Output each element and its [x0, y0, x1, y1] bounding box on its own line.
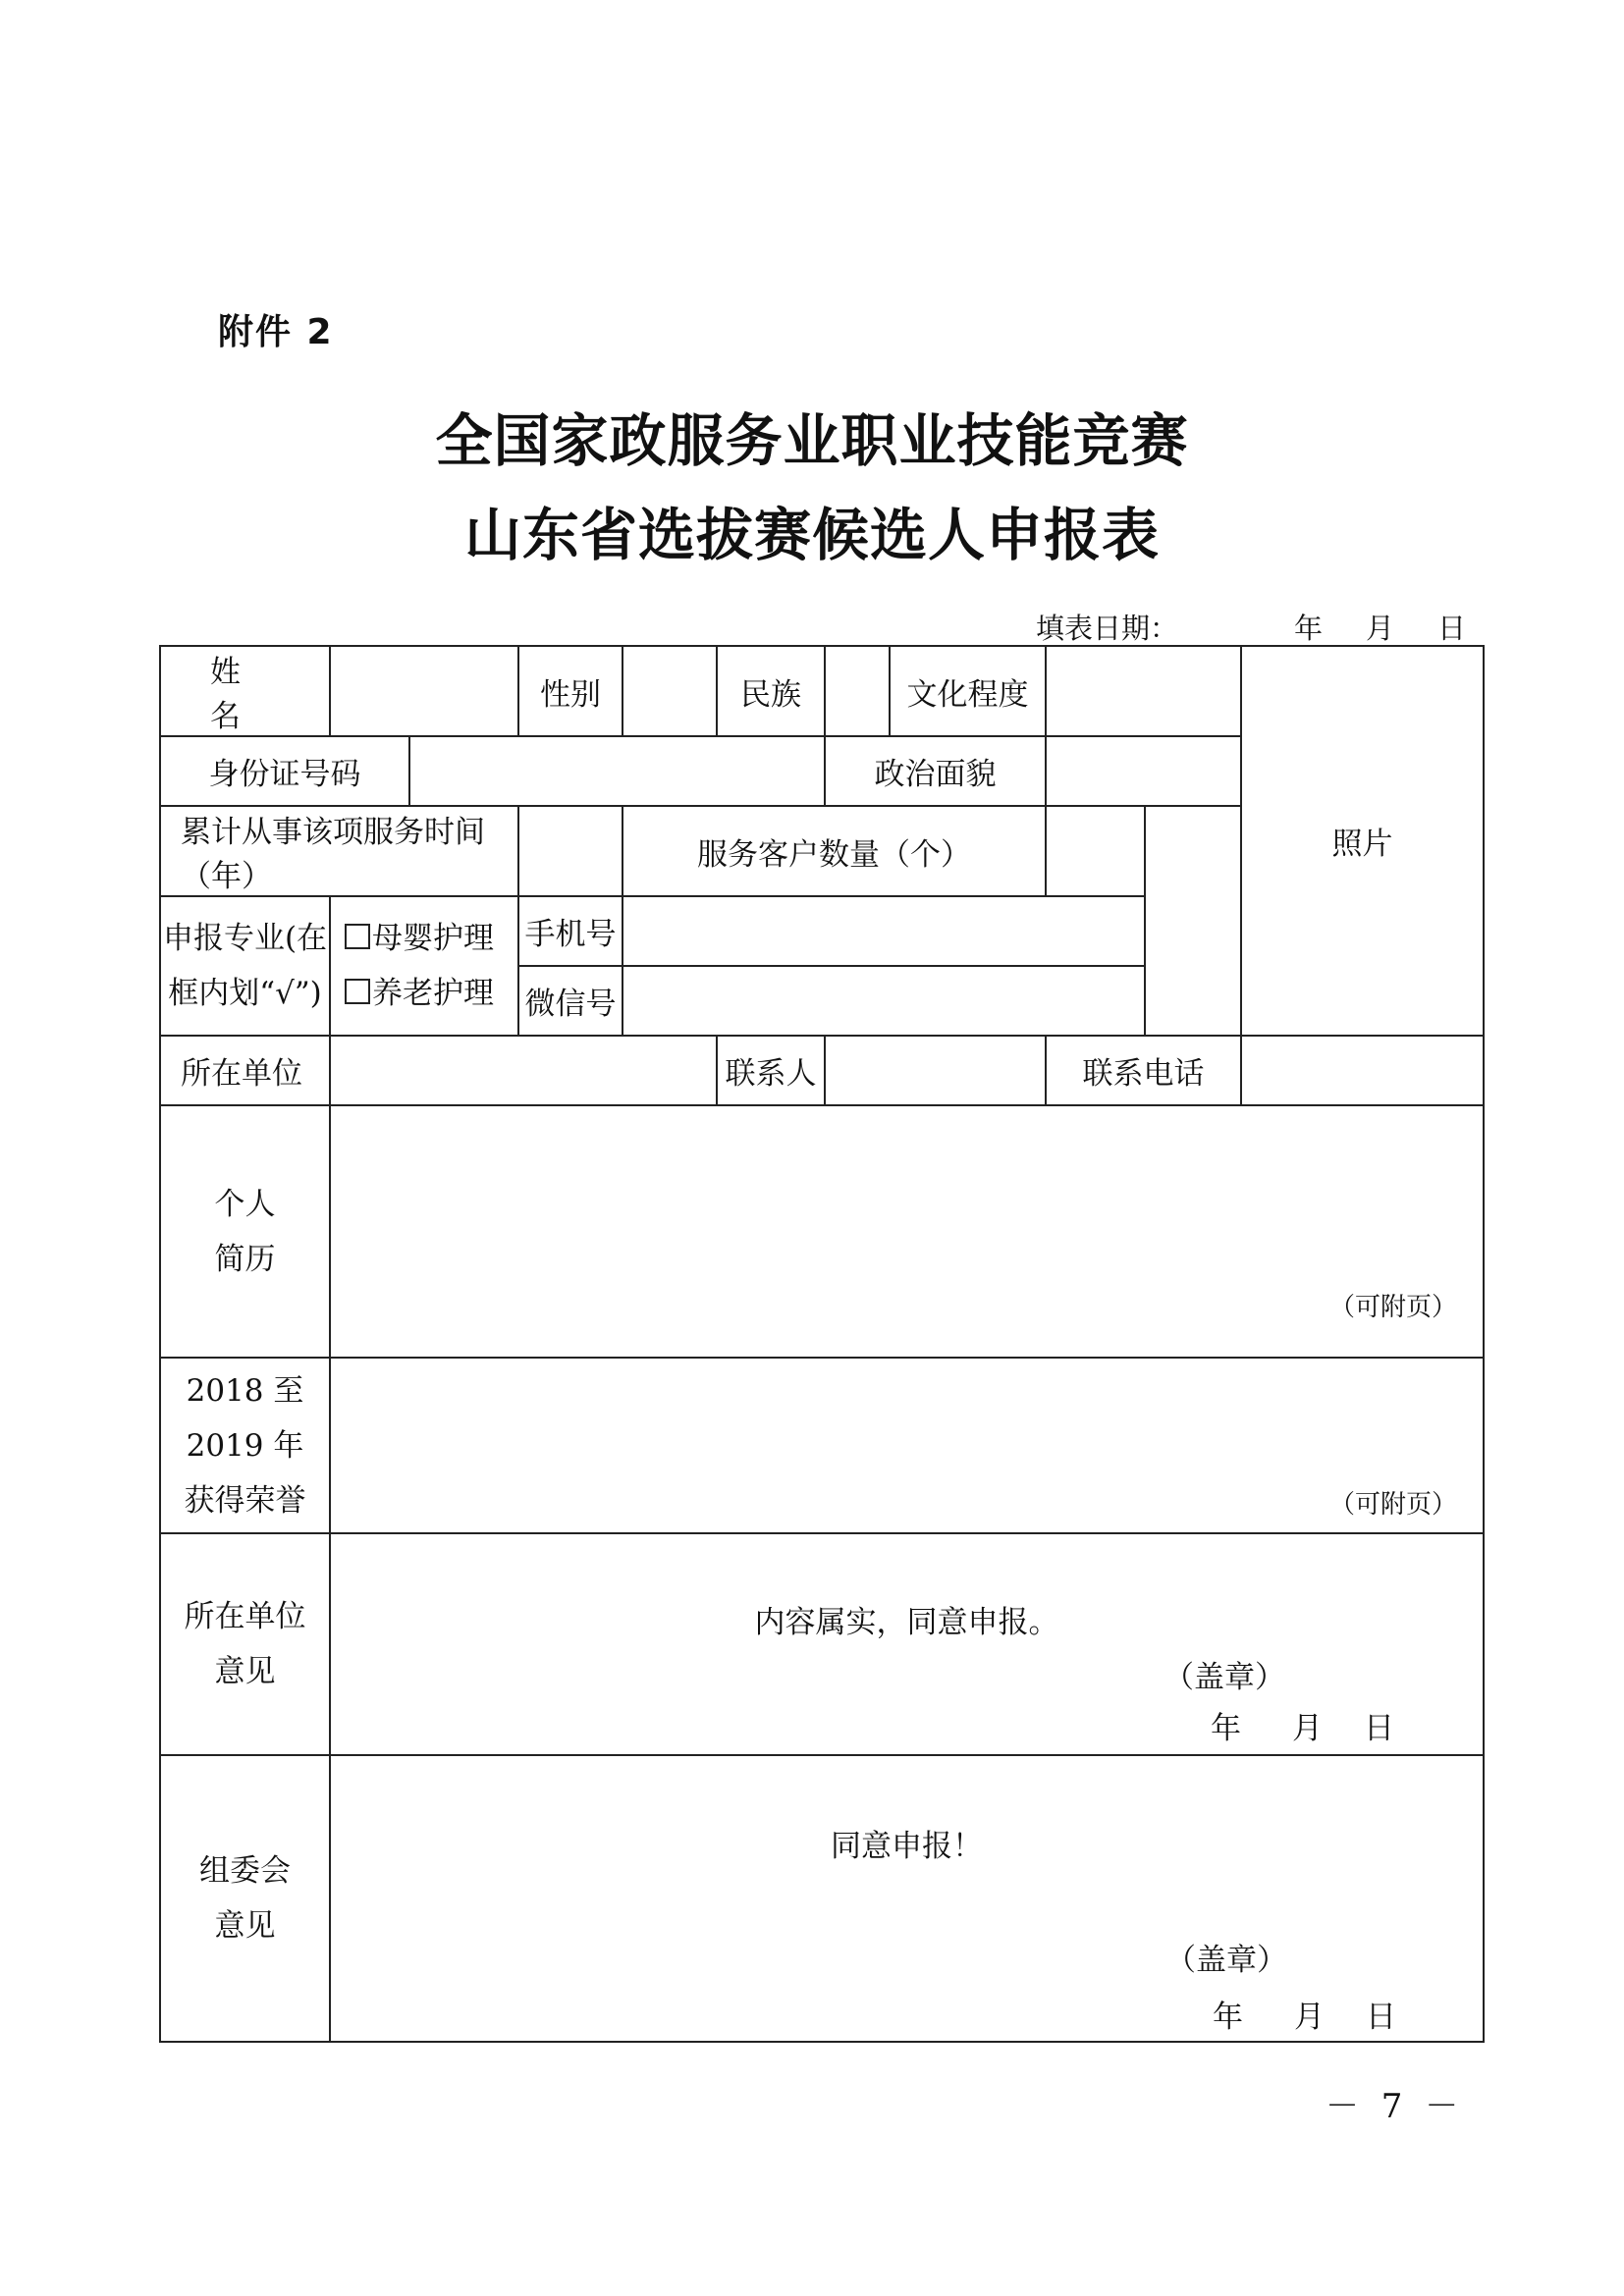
- political-status-label: 政治面貌: [825, 736, 1046, 806]
- contact-person-label: 联系人: [717, 1036, 825, 1105]
- unit-opinion-text: 内容属实，同意申报。: [754, 1605, 1059, 1640]
- maternal-checkbox[interactable]: [345, 924, 370, 949]
- specialty-label: [160, 896, 330, 1036]
- page-title-line2: 山东省选拔赛候选人申报表: [463, 502, 1160, 568]
- committee-opinion-label-line2: 意见: [214, 1908, 276, 1944]
- resume-label-line2: 简历: [214, 1241, 276, 1277]
- committee-opinion-text: 同意申报！: [831, 1829, 983, 1864]
- fill-date-year: 年: [1294, 612, 1324, 645]
- unit-opinion-seal: （盖章）: [1164, 1660, 1285, 1695]
- id-number-field[interactable]: [409, 736, 825, 806]
- wechat-field[interactable]: [623, 966, 1145, 1036]
- option-elderly[interactable]: [345, 966, 517, 1021]
- gender-field[interactable]: [623, 646, 717, 736]
- elderly-checkbox[interactable]: [345, 979, 370, 1004]
- unit-opinion-field[interactable]: [330, 1533, 1484, 1755]
- committee-opinion-label-line1: 组委会: [199, 1853, 291, 1889]
- option-maternal[interactable]: [345, 911, 517, 966]
- wechat-label: 微信号: [518, 966, 623, 1036]
- honors-label: [160, 1358, 330, 1533]
- id-number-label: 身份证号码: [160, 736, 409, 806]
- specialty-options: [330, 896, 518, 1036]
- fill-date-day: 日: [1437, 612, 1467, 645]
- photo-cell[interactable]: 照片: [1241, 646, 1484, 1036]
- resume-label-line1: 个人: [214, 1186, 276, 1222]
- education-field[interactable]: [1046, 646, 1241, 736]
- unit-field[interactable]: [330, 1036, 717, 1105]
- contact-phone-field[interactable]: [1241, 1036, 1484, 1105]
- unit-opinion-date: [1211, 1703, 1394, 1747]
- option-elderly-label: 养老护理: [372, 976, 494, 1011]
- resume-field[interactable]: [330, 1105, 1484, 1358]
- ethnicity-field[interactable]: [825, 646, 890, 736]
- contact-phone-label: 联系电话: [1046, 1036, 1241, 1105]
- political-status-field[interactable]: [1046, 736, 1241, 806]
- committee-opinion-seal: （盖章）: [1165, 1943, 1287, 1978]
- unit-opinion-month: 月: [1292, 1711, 1323, 1746]
- education-label: 文化程度: [890, 646, 1046, 736]
- honors-label-line1: 2018 至: [186, 1372, 304, 1409]
- fill-date-month: 月: [1366, 612, 1395, 645]
- honors-label-line2: 2019 年: [186, 1427, 304, 1464]
- specialty-label-line2: 框内划“√”): [168, 976, 322, 1011]
- ethnicity-label: 民族: [717, 646, 825, 736]
- honors-label-line3: 获得荣誉: [184, 1482, 306, 1519]
- committee-opinion-month: 月: [1294, 2000, 1325, 2035]
- honors-attach-note: （可附页）: [1328, 1490, 1457, 1520]
- mobile-field[interactable]: [623, 896, 1145, 966]
- contact-person-field[interactable]: [825, 1036, 1046, 1105]
- committee-opinion-date: [1213, 1992, 1396, 2036]
- clients-count-field[interactable]: [1046, 806, 1145, 896]
- clients-count-label: 服务客户数量（个）: [623, 806, 1046, 896]
- committee-opinion-year: 年: [1213, 2000, 1243, 2035]
- option-maternal-label: 母婴护理: [372, 921, 494, 956]
- unit-opinion-year: 年: [1211, 1711, 1241, 1746]
- application-form-table: [159, 645, 1485, 2043]
- unit-label: 所在单位: [160, 1036, 330, 1105]
- unit-opinion-label: [160, 1533, 330, 1755]
- gender-label: 性别: [518, 646, 623, 736]
- resume-label: [160, 1105, 330, 1358]
- page-number: － 7 －: [1326, 2087, 1465, 2126]
- committee-opinion-day: 日: [1366, 2000, 1396, 2035]
- unit-opinion-label-line1: 所在单位: [184, 1599, 306, 1634]
- fill-date-label: 填表日期：: [1036, 612, 1179, 645]
- resume-attach-note: （可附页）: [1328, 1293, 1457, 1322]
- page-title-line1: 全国家政服务业职业技能竞赛: [435, 407, 1189, 474]
- attachment-label: 附件 2: [218, 312, 334, 352]
- service-years-field[interactable]: [518, 806, 623, 896]
- service-years-label: 累计从事该项服务时间（年）: [160, 806, 518, 896]
- unit-opinion-day: 日: [1364, 1711, 1394, 1746]
- fill-date: [1036, 607, 1466, 647]
- unit-opinion-label-line2: 意见: [214, 1654, 276, 1689]
- committee-opinion-field[interactable]: [330, 1755, 1484, 2042]
- specialty-label-line1: 申报专业(在: [162, 921, 328, 956]
- honors-field[interactable]: [330, 1358, 1484, 1533]
- committee-opinion-label: [160, 1755, 330, 2042]
- name-label: 姓 名: [160, 646, 330, 736]
- name-field[interactable]: [330, 646, 518, 736]
- mobile-label: 手机号: [518, 896, 623, 966]
